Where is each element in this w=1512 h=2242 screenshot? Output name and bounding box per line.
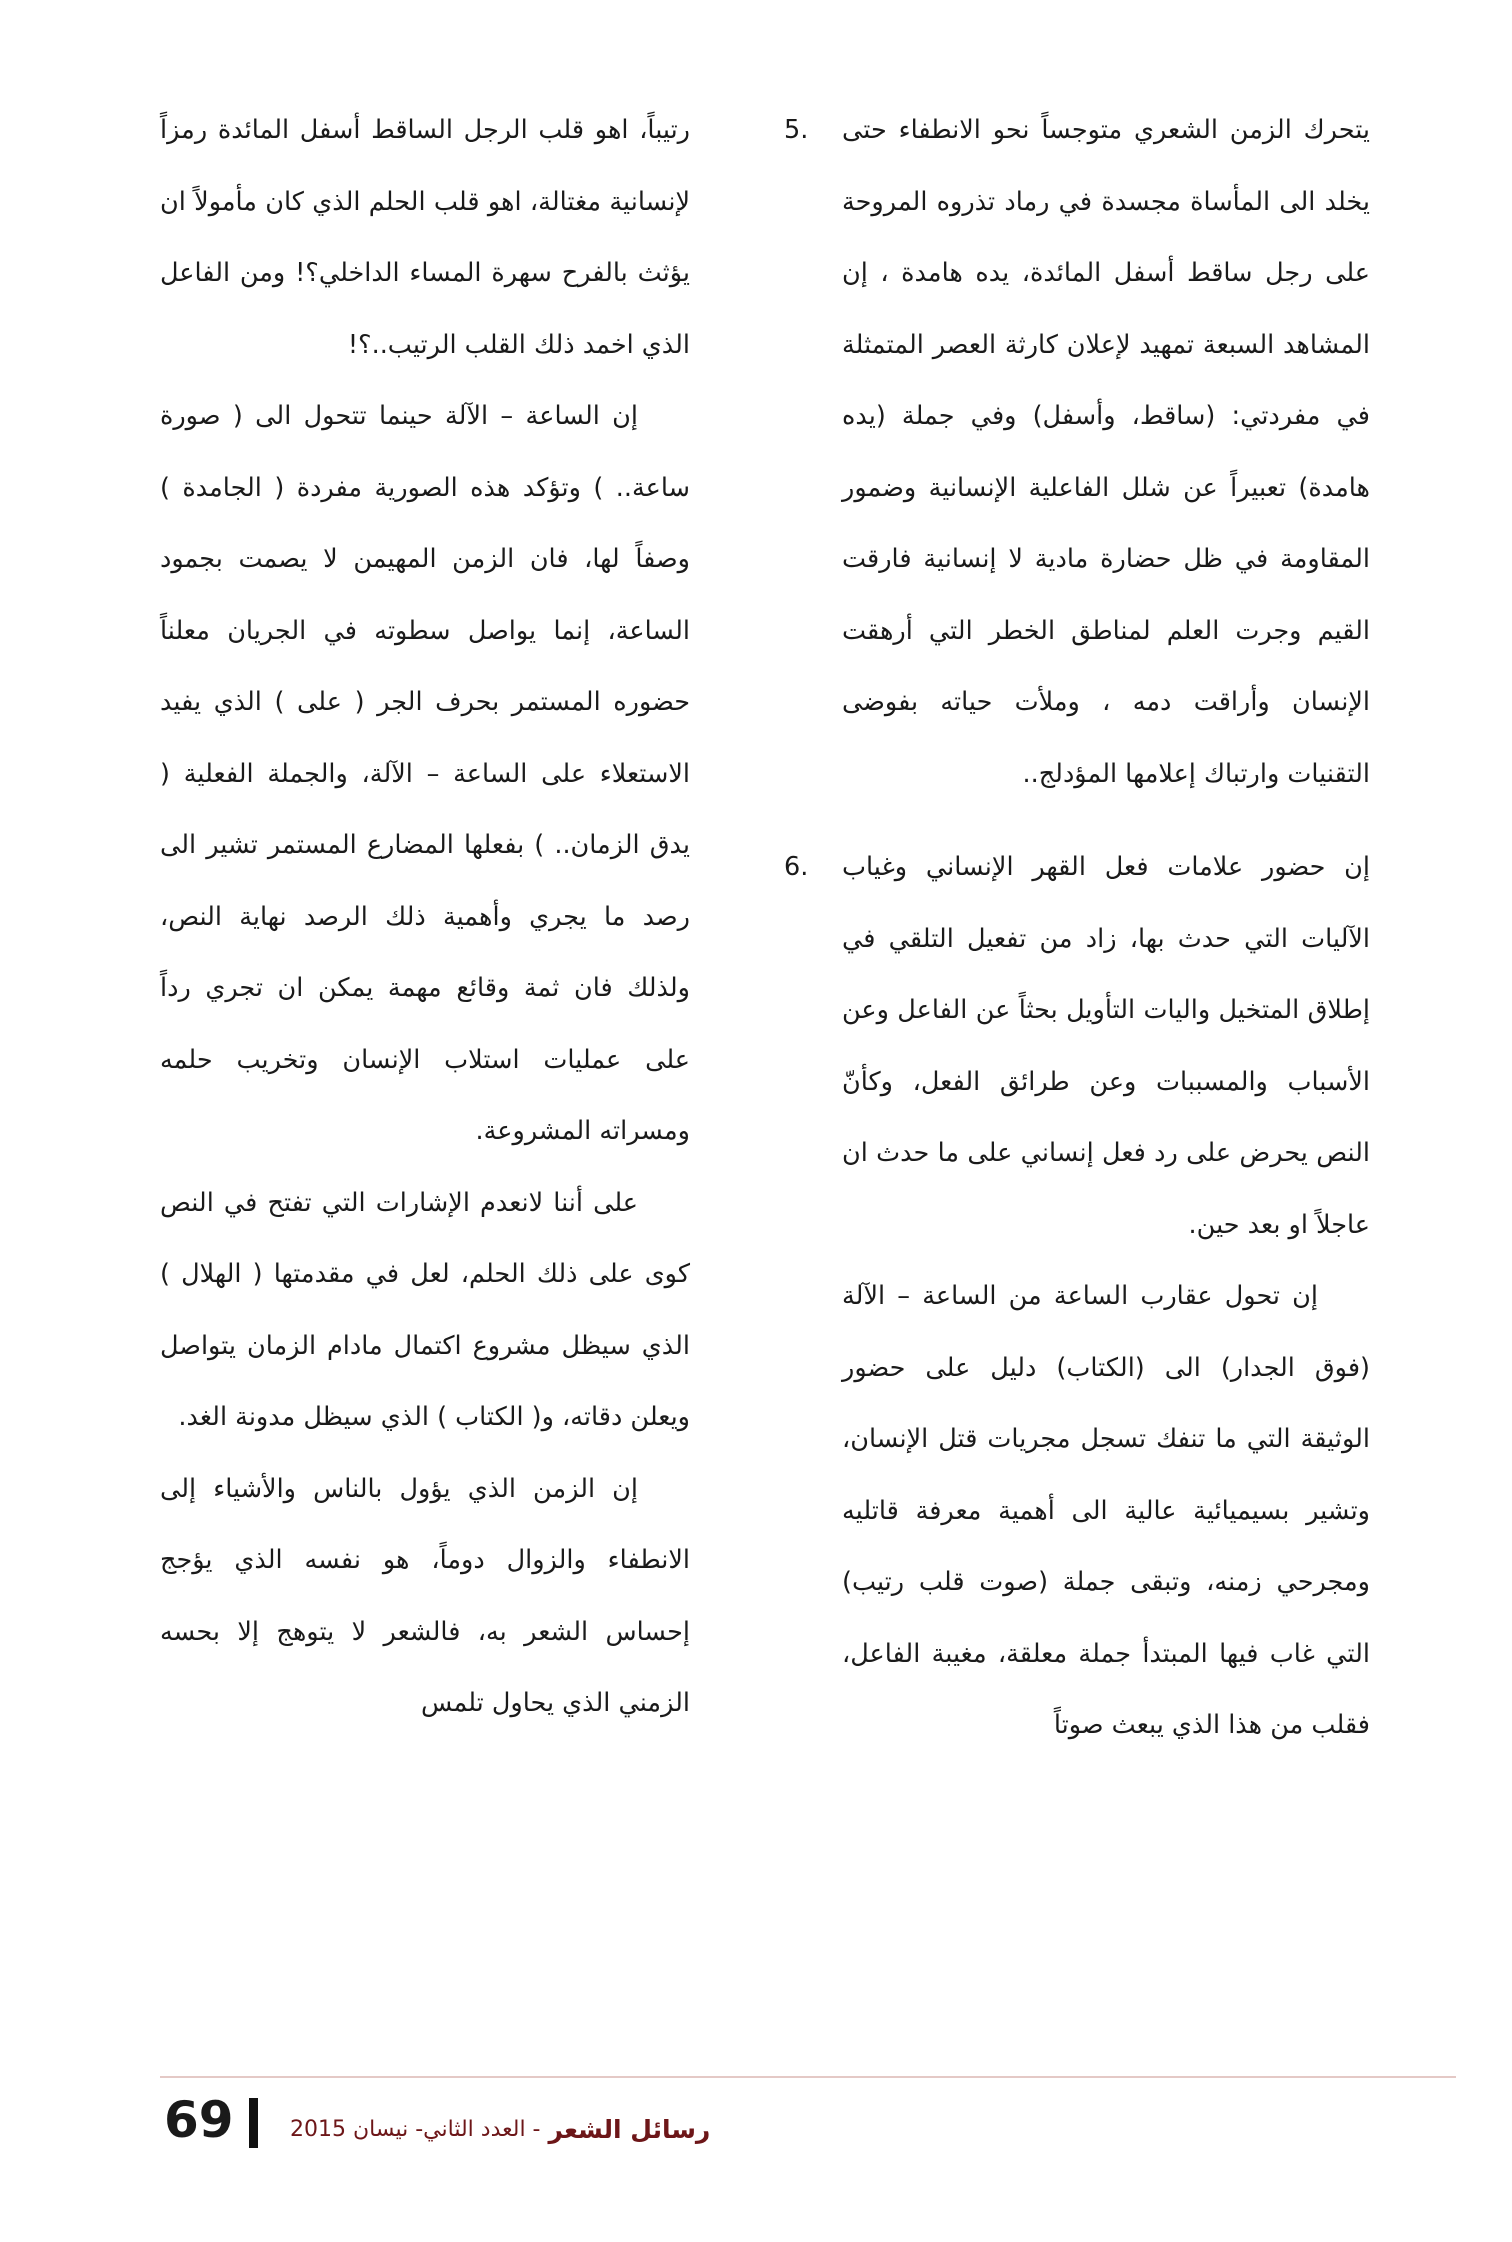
magazine-name: رسائل الشعر [548,2114,711,2144]
paragraph: رتيباً، اهو قلب الرجل الساقط أسفل المائدة رمزاً لإنسانية مغتالة، اهو قلب الحلم الذي كان مأمولاً ان يؤثث بالفرح سهرة المساء الداخلي؟! ومن الفاعل الذي اخمد ذلك القلب الرتيب..؟! [160,115,690,360]
list-item-text: إن حضور علامات فعل القهر الإنساني وغياب الآليات التي حدث بها، زاد من تفعيل التلقي في إطلاق المتخيل واليات التأويل بحثاً عن الفاعل وعن الأسباب والمسببات وعن طرائق الفعل، وكأنّ النص يحرض على رد فعل إنساني على ما حدث ان عاجلاً او بعد حين. [842,852,1370,1240]
footer-separator-bar [249,2098,258,2148]
list-item-number: 5. [784,115,809,145]
paragraph: إن الزمن الذي يؤول بالناس والأشياء إلى الانطفاء والزوال دوماً، هو نفسه الذي يؤجج إحساس الشعر به، فالشعر لا يتوهج إلا بحسه الزمني الذي يحاول تلمس [160,1473,690,1718]
paragraph: إن تحول عقارب الساعة من الساعة – الآلة (فوق الجدار) الى (الكتاب) دليل على حضور الوثيقة التي ما تنفك تسجل مجريات قتل الإنسان، وتشير بسيميائية عالية الى أهمية معرفة قاتليه ومجرحي زمنه، وتبقى جملة (صوت قلب رتيب) التي غاب فيها المبتدأ جملة معلقة، مغيبة الفاعل، فقلب من هذا الذي يبعث صوتاً [842,1281,1370,1740]
footer-brand [290,2104,710,2154]
right-column [784,95,1370,1762]
paragraph: على أننا لانعدم الإشارات التي تفتح في النص كوى على ذلك الحلم، لعل في مقدمتها ( الهلال ) الذي سيظل مشروع اكتمال مادام الزمان يتواصل ويعلن دقاته، و( الكتاب ) الذي سيظل مدونة الغد. [160,1187,690,1432]
list-item-5 [784,95,1370,810]
page-number: 69 [164,2091,234,2149]
issue-info: - العدد الثاني- نيسان 2015 [290,2116,541,2142]
left-column [160,95,690,1740]
list-item-number: 6. [784,852,809,882]
paragraph: إن الساعة – الآلة حينما تتحول الى ( صورة ساعة.. ) وتؤكد هذه الصورية مفردة ( الجامدة ) وصفاً لها، فان الزمن المهيمن لا يصمت بجمود الساعة، إنما يواصل سطوته في الجريان معلناً حضوره المستمر بحرف الجر ( على ) الذي يفيد الاستعلاء على الساعة – الآلة، والجملة الفعلية ( يدق الزمان.. ) بفعلها المضارع المستمر تشير الى رصد ما يجري وأهمية ذلك الرصد نهاية النص، ولذلك فان ثمة وقائع مهمة يمكن ان تجري رداً على عمليات استلاب الإنسان وتخريب حلمه ومسراته المشروعة. [160,401,690,1146]
list-item-text: يتحرك الزمن الشعري متوجساً نحو الانطفاء حتى يخلد الى المأساة مجسدة في رماد تذروه المروحة على رجل ساقط أسفل المائدة، يده هامدة ، إن المشاهد السبعة تمهيد لإعلان كارثة العصر المتمثلة في مفردتي: (ساقط، وأسفل) وفي جملة (يده هامدة) تعبيراً عن شلل الفاعلية الإنسانية وضمور المقاومة في ظل حضارة مادية لا إنسانية فارقت القيم وجرت العلم لمناطق الخطر التي أرهقت الإنسان وأراقت دمه ، وملأت حياته بفوضى التقنيات وارتباك إعلامها المؤدلج.. [842,115,1370,789]
list-item-6 [784,832,1370,1261]
footer-divider [160,2076,1456,2078]
